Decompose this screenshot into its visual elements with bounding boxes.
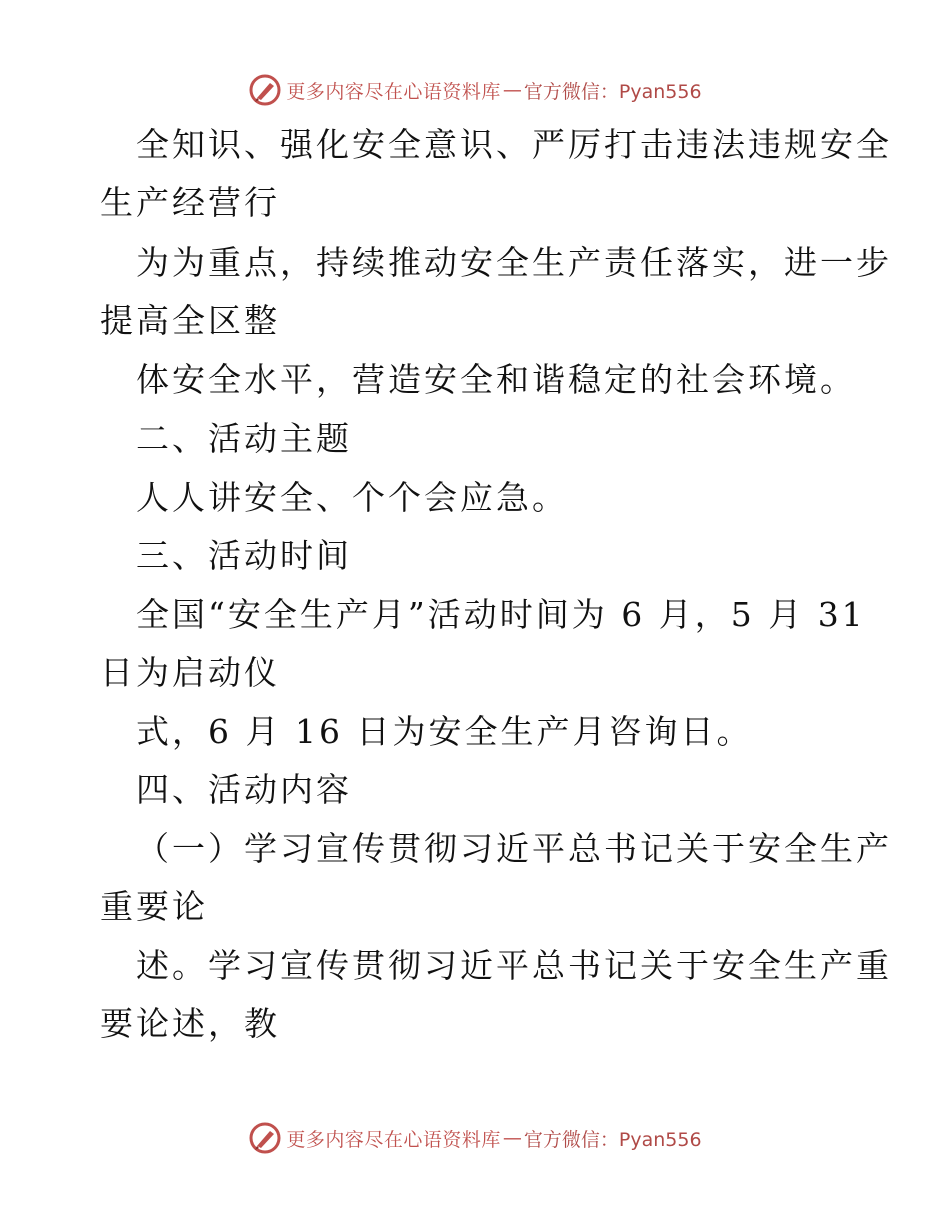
watermark-dash: — <box>502 1127 522 1149</box>
text-line: 重要论 <box>100 887 208 926</box>
watermark-suffix: 官方微信：Pyan556 <box>523 1128 702 1151</box>
text-line: 生产经营行 <box>100 183 280 222</box>
watermark-dash: — <box>502 79 522 101</box>
pen-logo-icon <box>248 1121 282 1155</box>
text-line: 式，6 月 16 日为安全生产月咨询日。 <box>136 712 753 751</box>
text-line: 述。学习宣传贯彻习近平总书记关于安全生产重 <box>136 946 892 985</box>
watermark-text: 更多内容尽在心语资料库 <box>286 1128 501 1151</box>
text-line: 全知识、强化安全意识、严厉打击违法违规安全 <box>136 125 892 164</box>
text-line: 为为重点，持续推动安全生产责任落实，进一步 <box>136 243 892 282</box>
text-line: 提高全区整 <box>100 301 280 340</box>
header-watermark <box>0 70 950 110</box>
watermark-text: 更多内容尽在心语资料库 <box>286 80 501 103</box>
text-line: 人人讲安全、个个会应急。 <box>136 478 568 517</box>
text-line: 日为启动仪 <box>100 653 280 692</box>
section-heading: 四、活动内容 <box>136 770 352 809</box>
subsection-heading: （一）学习宣传贯彻习近平总书记关于安全生产 <box>136 829 892 868</box>
pen-logo-icon <box>248 73 282 107</box>
footer-watermark <box>0 1118 950 1158</box>
section-heading: 二、活动主题 <box>136 419 352 458</box>
watermark-suffix: 官方微信：Pyan556 <box>523 80 702 103</box>
text-line: 全国“安全生产月”活动时间为 6 月，5 月 31 <box>136 595 866 634</box>
text-line: 要论述，教 <box>100 1004 280 1043</box>
section-heading: 三、活动时间 <box>136 536 352 575</box>
text-line: 体安全水平，营造安全和谐稳定的社会环境。 <box>136 360 856 399</box>
